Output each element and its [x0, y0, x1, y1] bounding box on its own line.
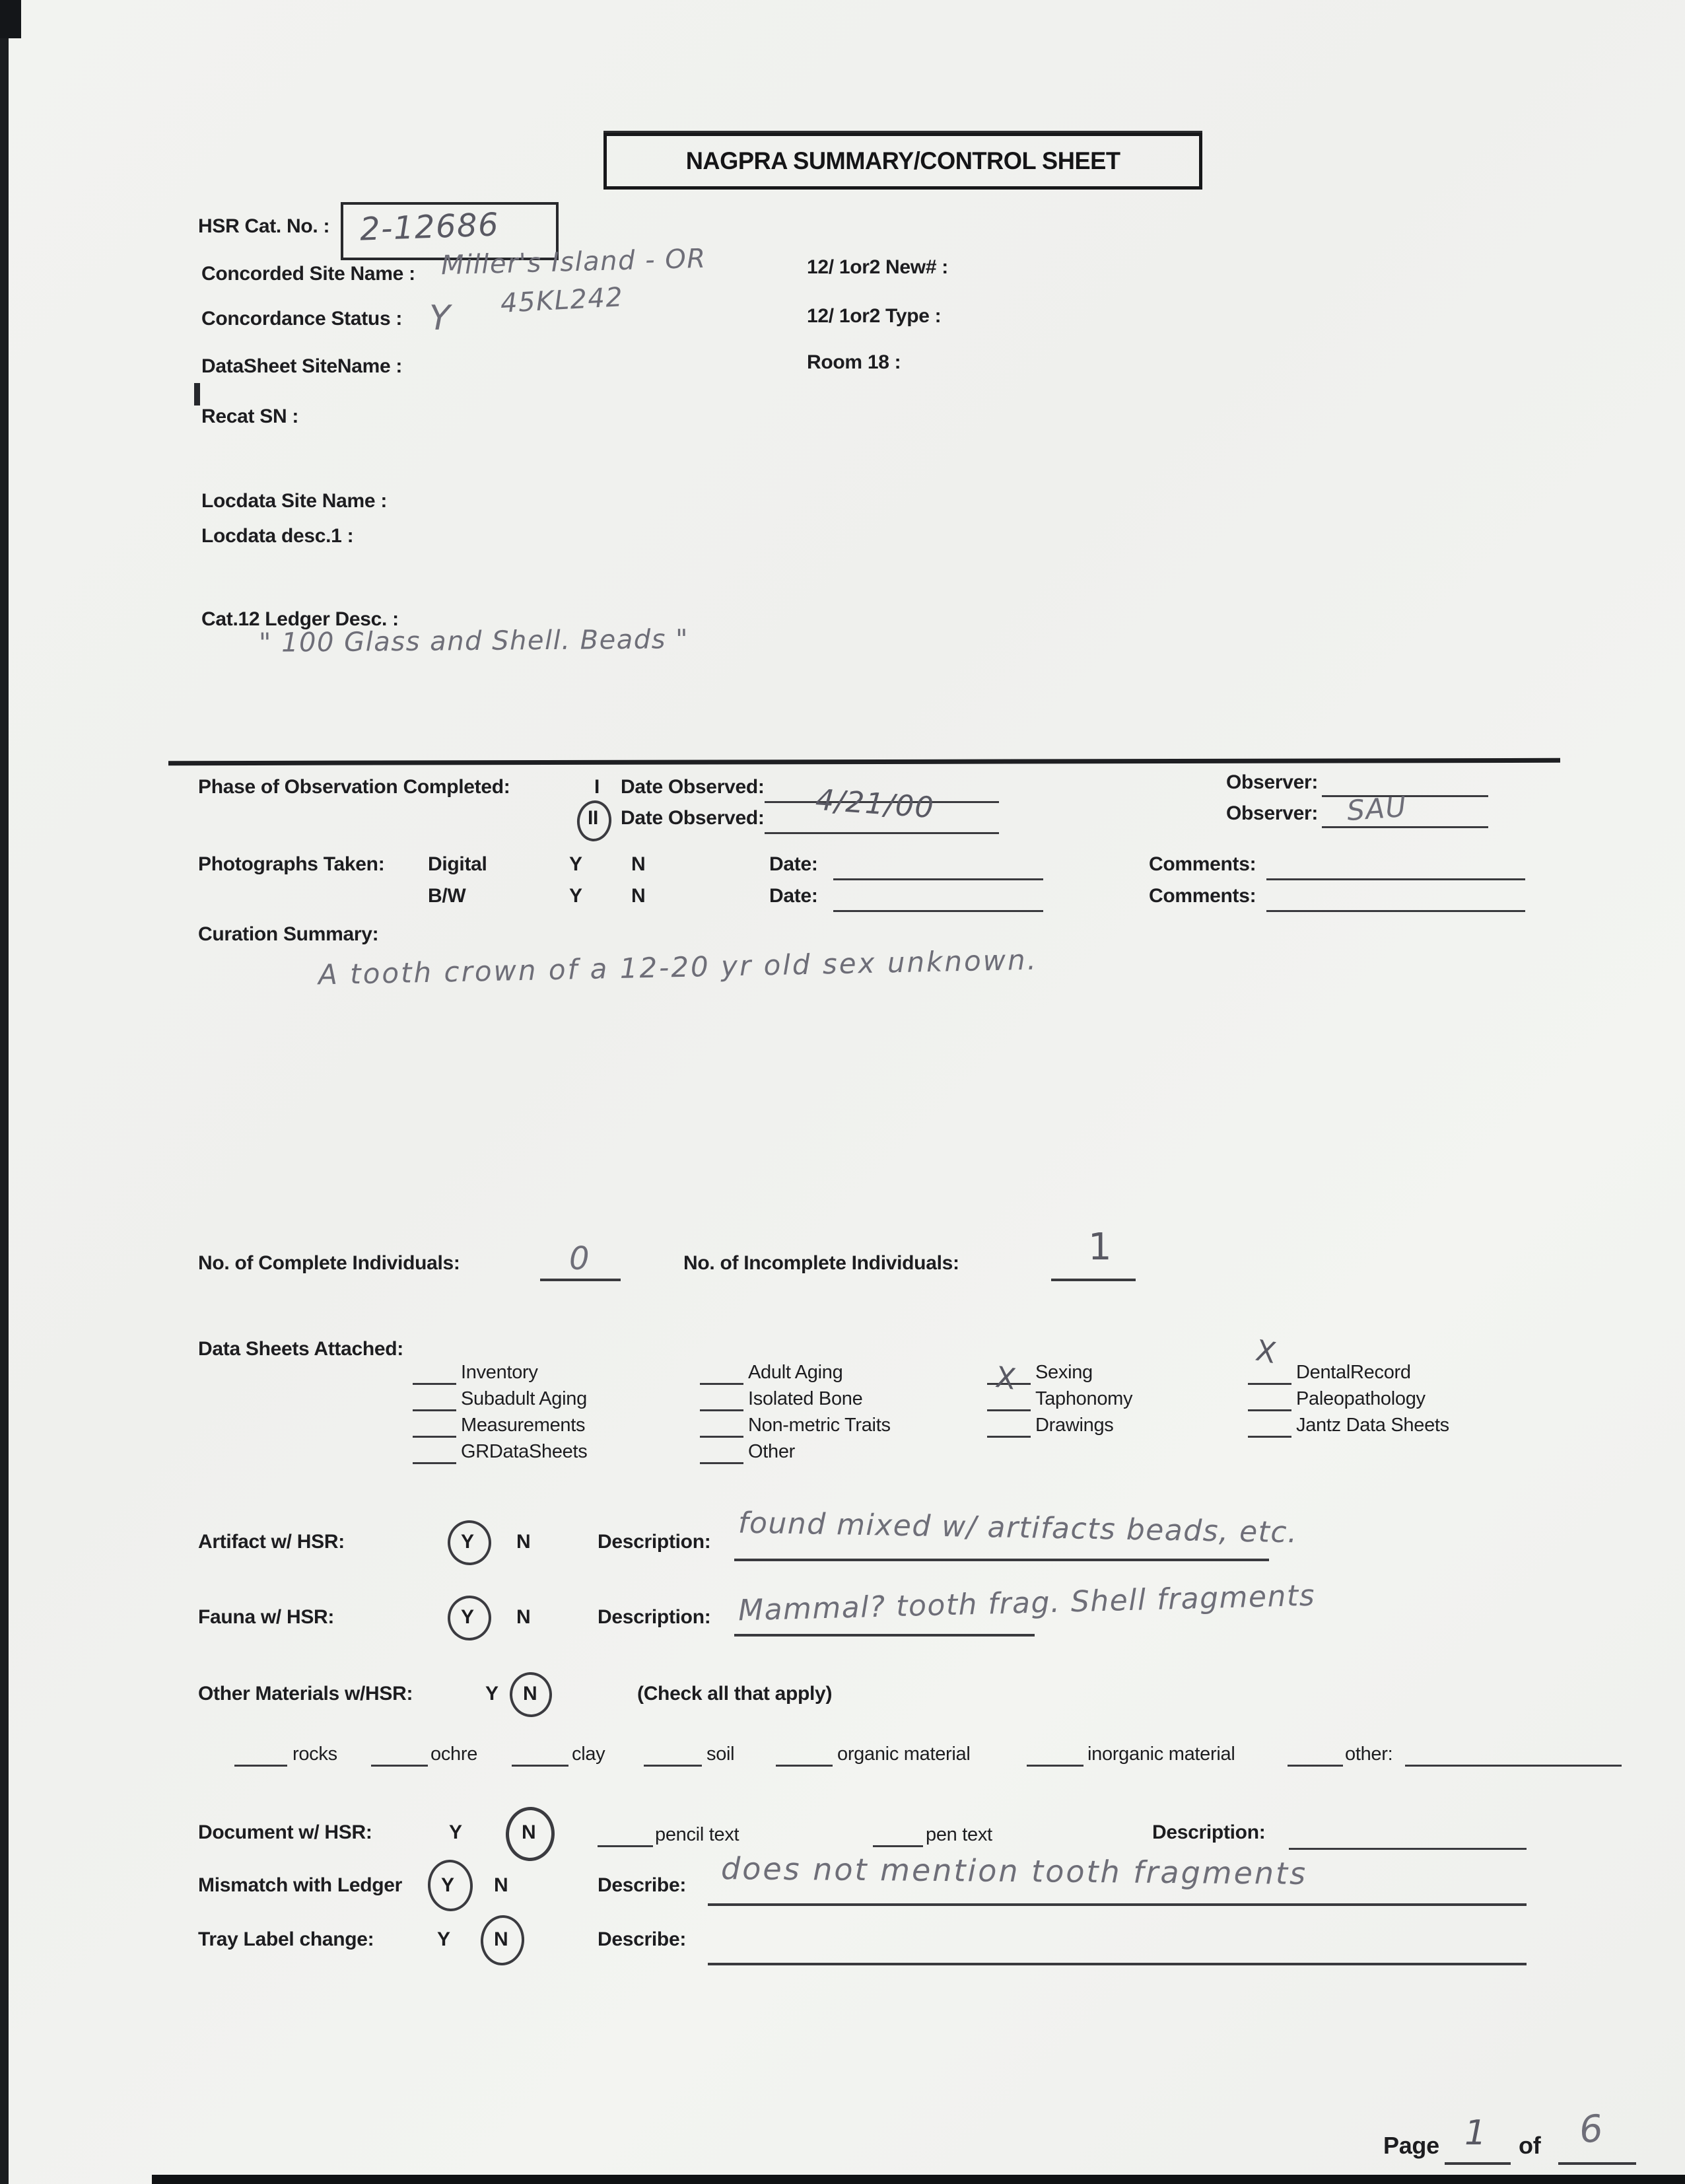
locdata-desc-label: Locdata desc.1 : — [201, 525, 354, 547]
phase-2-numeral: II — [588, 807, 599, 829]
footer-of-label: of — [1519, 2132, 1541, 2159]
datasheet-item-taphonomy: Taphonomy — [1035, 1388, 1133, 1409]
observer-2-label: Observer: — [1226, 802, 1319, 824]
dentalrecord-check-mark: X — [1253, 1333, 1280, 1371]
mismatch-describe-value: does not mention tooth fragments — [720, 1850, 1308, 1891]
organic-blank — [776, 1741, 833, 1767]
concorded-site-value-line2: 45KL242 — [499, 282, 625, 319]
photo-bw-comments-blank — [1266, 885, 1525, 912]
inorganic-blank — [1027, 1741, 1083, 1767]
photographs-label: Photographs Taken: — [198, 853, 385, 875]
photo-bw-label: B/W — [428, 885, 466, 907]
concordance-status-label: Concordance Status : — [201, 308, 403, 330]
rocks-blank — [234, 1741, 287, 1767]
complete-individuals-label: No. of Complete Individuals: — [198, 1252, 460, 1274]
section-divider — [168, 758, 1560, 765]
fauna-y: Y — [461, 1606, 475, 1628]
hsr-cat-label: HSR Cat. No. : — [198, 215, 330, 237]
document-n: N — [522, 1821, 536, 1843]
photo-digital-comments-blank — [1266, 853, 1525, 880]
photo-bw-comments-label: Comments: — [1149, 885, 1256, 907]
other-materials-y: Y — [485, 1683, 499, 1705]
other-option-label: other: — [1345, 1744, 1393, 1765]
concordance-status-value: Y — [429, 299, 452, 338]
other-materials-note: (Check all that apply) — [637, 1683, 833, 1705]
datasheet-blank-nonmetric — [700, 1412, 743, 1438]
photo-bw-date-blank — [833, 885, 1043, 912]
photo-digital-date-label: Date: — [769, 853, 818, 875]
tray-describe-label: Describe: — [598, 1928, 687, 1950]
mismatch-describe-label: Describe: — [598, 1874, 687, 1896]
datasheet-blank-drawings — [987, 1412, 1031, 1438]
photo-digital-label: Digital — [428, 853, 487, 875]
hsr-cat-value: 2-12686 — [359, 206, 500, 248]
datasheet-blank-other — [700, 1438, 743, 1464]
datasheet-item-paleopathology: Paleopathology — [1296, 1388, 1426, 1409]
mismatch-label: Mismatch with Ledger — [198, 1874, 403, 1896]
mismatch-n: N — [494, 1874, 508, 1896]
footer-page-label: Page — [1383, 2132, 1439, 2159]
cat12-ledger-value: " 100 Glass and Shell. Beads " — [258, 624, 689, 658]
datasheet-item-sexing: Sexing — [1035, 1362, 1093, 1383]
date-observed-1-label: Date Observed: — [621, 776, 765, 798]
mismatch-y: Y — [441, 1874, 455, 1896]
datasheets-label: Data Sheets Attached: — [198, 1338, 404, 1360]
datasheet-blank-isolated-bone — [700, 1386, 743, 1411]
photo-digital-n: N — [631, 853, 646, 875]
datasheet-blank-measurements — [413, 1412, 456, 1438]
date-observed-2-label: Date Observed: — [621, 807, 765, 829]
photo-digital-y: Y — [569, 853, 583, 875]
datasheet-item-other: Other — [748, 1441, 796, 1462]
datasheet-blank-adult-aging — [700, 1359, 743, 1385]
pen-text-blank — [873, 1821, 923, 1847]
datasheet-item-jantz-data-sheets: Jantz Data Sheets — [1296, 1415, 1449, 1436]
datasheet-blank-subadult — [413, 1386, 456, 1411]
datasheet-item-adult-aging: Adult Aging — [748, 1362, 843, 1383]
pencil-text-label: pencil text — [655, 1824, 739, 1845]
ochre-blank — [371, 1741, 428, 1767]
tray-label: Tray Label change: — [198, 1928, 374, 1950]
recat-sn-label: Recat SN : — [201, 405, 299, 427]
document-y: Y — [449, 1821, 463, 1843]
pen-text-label: pen text — [926, 1824, 992, 1845]
phase-label: Phase of Observation Completed: — [198, 776, 510, 798]
type-label: 12/ 1or2 Type : — [807, 305, 942, 327]
date-observed-2-value: 4/21/00 — [814, 783, 936, 826]
room-label: Room 18 : — [807, 351, 901, 373]
photo-bw-date-label: Date: — [769, 885, 818, 907]
datasheet-item-drawings: Drawings — [1035, 1415, 1114, 1436]
inorganic-material-label: inorganic material — [1087, 1744, 1235, 1765]
ochre-label: ochre — [430, 1744, 478, 1765]
datasheet-item-measurements: Measurements — [461, 1415, 586, 1436]
footer-page-value: 1 — [1464, 2113, 1488, 2153]
artifact-desc-value: found mixed w/ artifacts beads, etc. — [738, 1506, 1299, 1550]
organic-material-label: organic material — [837, 1744, 971, 1765]
photo-bw-y: Y — [569, 885, 583, 907]
fauna-label: Fauna w/ HSR: — [198, 1606, 335, 1628]
datasheet-item-nonmetric-traits: Non-metric Traits — [748, 1415, 891, 1436]
document-desc-label: Description: — [1152, 1821, 1266, 1843]
form-title: NAGPRA SUMMARY/CONTROL SHEET — [685, 147, 1120, 174]
new-num-label: 12/ 1or2 New# : — [807, 256, 948, 278]
photo-bw-n: N — [631, 885, 646, 907]
photo-digital-date-blank — [833, 853, 1043, 880]
artifact-n: N — [516, 1531, 531, 1553]
other-materials-label: Other Materials w/HSR: — [198, 1683, 413, 1705]
document-label: Document w/ HSR: — [198, 1821, 372, 1843]
tray-describe-blank — [708, 1934, 1527, 1965]
taphonomy-check-mark: X — [993, 1360, 1019, 1397]
scan-speck — [194, 383, 200, 405]
footer-total-value: 6 — [1577, 2107, 1606, 2152]
datasheet-blank-jantz — [1248, 1412, 1291, 1438]
datasheet-blank-inventory — [413, 1359, 456, 1385]
datasheet-item-dentalrecord: DentalRecord — [1296, 1362, 1411, 1383]
artifact-label: Artifact w/ HSR: — [198, 1531, 345, 1553]
datasheet-item-isolated-bone: Isolated Bone — [748, 1388, 863, 1409]
locdata-site-label: Locdata Site Name : — [201, 490, 388, 512]
rocks-label: rocks — [292, 1744, 337, 1765]
scan-edge-corner — [0, 0, 21, 38]
artifact-y: Y — [461, 1531, 475, 1553]
photo-digital-comments-label: Comments: — [1149, 853, 1256, 875]
soil-label: soil — [706, 1744, 735, 1765]
pencil-text-blank — [598, 1821, 653, 1847]
datasheet-blank-paleopathology — [1248, 1386, 1291, 1411]
document-desc-blank — [1289, 1821, 1527, 1850]
fauna-desc-label: Description: — [598, 1606, 711, 1628]
other-materials-n: N — [523, 1683, 537, 1705]
soil-blank — [644, 1741, 702, 1767]
scan-edge-bottom — [152, 2175, 1685, 2184]
curation-summary-value: A tooth crown of a 12-20 yr old sex unknown. — [318, 943, 1039, 991]
phase-1-numeral: I — [594, 776, 600, 798]
concorded-site-label: Concorded Site Name : — [201, 263, 415, 285]
cat12-ledger-label: Cat.12 Ledger Desc. : — [201, 608, 399, 630]
concorded-site-value-line1: Miller's Island - OR — [440, 243, 707, 281]
fauna-n: N — [516, 1606, 531, 1628]
clay-blank — [512, 1741, 568, 1767]
observer-1-label: Observer: — [1226, 771, 1319, 793]
tray-n: N — [494, 1928, 508, 1950]
form-title-box — [603, 133, 1202, 190]
datasheet-item-grdatasheets: GRDataSheets — [461, 1441, 588, 1462]
other-option-value-blank — [1405, 1741, 1622, 1767]
datasheet-item-subadult-aging: Subadult Aging — [461, 1388, 587, 1409]
datasheet-blank-grdatasheets — [413, 1438, 456, 1464]
other-option-blank — [1288, 1741, 1343, 1767]
curation-summary-label: Curation Summary: — [198, 923, 379, 945]
datasheet-item-inventory: Inventory — [461, 1362, 538, 1383]
artifact-desc-label: Description: — [598, 1531, 711, 1553]
tray-y: Y — [437, 1928, 451, 1950]
clay-label: clay — [572, 1744, 605, 1765]
datasheet-sitename-label: DataSheet SiteName : — [201, 355, 403, 377]
scan-edge-left — [0, 0, 9, 2184]
observer-2-value: SAU — [1346, 790, 1408, 828]
fauna-desc-value: Mammal? tooth frag. Shell fragments — [738, 1578, 1316, 1628]
incomplete-individuals-label: No. of Incomplete Individuals: — [683, 1252, 959, 1274]
incomplete-individuals-value: 1 — [1088, 1226, 1113, 1269]
complete-individuals-value: 0 — [569, 1240, 591, 1277]
